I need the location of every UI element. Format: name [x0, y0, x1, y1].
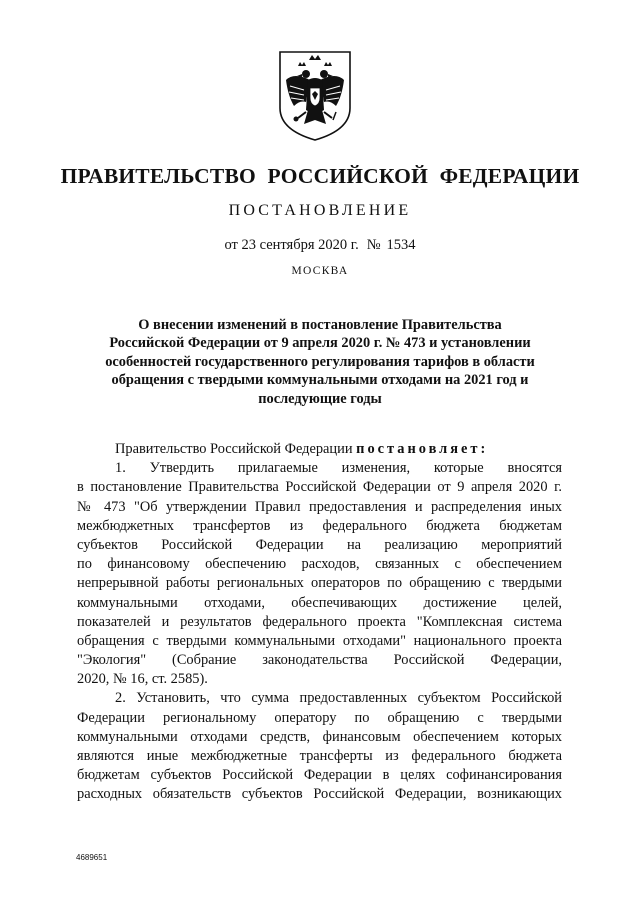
body-line: коммунальными отходами средств, финансовым обеспечением которых: [77, 728, 562, 745]
document-date: от 23 сентября 2020 г.: [224, 237, 359, 253]
body-line: межбюджетных трансфертов из федерального бюджета бюджетам: [77, 517, 562, 534]
body-line: № 473 "Об утверждении Правил предоставления и распределения иных: [77, 498, 562, 515]
body-line: субъектов Российской Федерации на реализацию мероприятий: [77, 536, 562, 553]
body-line: обращения с твердыми коммунальными отходами" национального проекта: [77, 632, 562, 649]
body-line: Федерации региональному оператору по обращению с твердыми: [77, 709, 562, 726]
document-date-line: [0, 237, 640, 254]
government-title: ПРАВИТЕЛЬСТВО РОССИЙСКОЙ ФЕДЕРАЦИИ: [60, 164, 580, 188]
body-line: показателей и результатов федерального проекта "Комплексная система: [77, 613, 562, 630]
body-line: бюджетам субъектов Российской Федерации в целях софинансирования: [77, 767, 562, 784]
document-body: [77, 440, 562, 805]
body-line: по финансовому обеспечению расходов, связанных с обеспечением: [77, 556, 562, 573]
coat-of-arms-icon: [276, 50, 354, 142]
body-line: "Экология" (Собрание законодательства Российской Федерации,: [77, 652, 562, 669]
body-line: непрерывной работы региональных операторов по обращению с твердыми: [77, 575, 562, 592]
subject-line: обращения с твердыми коммунальными отходами на 2021 год и: [111, 372, 529, 389]
subject-line: О внесении изменений в постановление Правительства: [138, 317, 502, 333]
document-number: 1534: [386, 237, 416, 253]
document-city: МОСКВА: [291, 265, 349, 277]
body-line: являются иные межбюджетные трансферты из федерального бюджета: [77, 748, 562, 764]
subject-line: Российской Федерации от 9 апреля 2020 г. № 473 и установлении: [109, 335, 531, 352]
number-sign: №: [366, 237, 381, 253]
body-line: 2020, № 16, ст. 2585).: [77, 671, 208, 688]
document-type: ПОСТАНОВЛЕНИЕ: [228, 202, 412, 219]
decree-intro: [77, 440, 562, 459]
body-line: 1. Утвердить прилагаемые изменения, которые вносятся: [115, 460, 562, 477]
body-line: в постановление Правительства Российской Федерации от 9 апреля 2020 г.: [77, 479, 562, 496]
body-line: коммунальными отходами, обеспечивающих достижение целей,: [77, 594, 562, 611]
body-line: 2. Установить, что сумма предоставленных субъектом Российской: [115, 690, 562, 707]
document-subject: [84, 316, 556, 408]
subject-line: особенностей государственного регулирования тарифов в области: [105, 353, 535, 370]
subject-line: последующие годы: [258, 390, 382, 407]
decree-word: постановляет:: [356, 441, 489, 457]
body-line: расходных обязательств субъектов Российской Федерации, возникающих: [77, 786, 562, 803]
decree-intro-text: Правительство Российской Федерации: [115, 441, 353, 457]
document-id: 4689651: [76, 853, 108, 862]
